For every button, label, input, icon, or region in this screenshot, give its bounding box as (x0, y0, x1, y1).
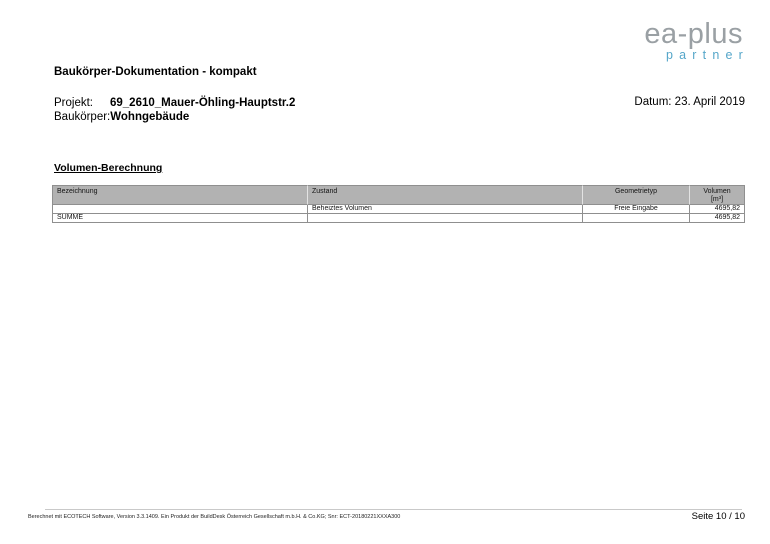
document-title: Baukörper-Dokumentation - kompakt (54, 66, 257, 78)
building-label: Baukörper: (54, 111, 111, 123)
page-number: Seite 10 / 10 (691, 511, 745, 522)
column-header-bezeichnung: Bezeichnung (52, 185, 308, 205)
cell-volumen: 4695,82 (690, 214, 745, 223)
table-row (52, 205, 745, 214)
cell-zustand (308, 214, 583, 223)
volume-table (52, 185, 745, 223)
column-header-volumen-line2: [m³] (710, 195, 724, 203)
table-row-summe (52, 214, 745, 223)
cell-volumen: 4695,82 (690, 205, 745, 214)
section-title: Volumen-Berechnung (54, 162, 163, 174)
project-label: Projekt: (54, 97, 93, 109)
cell-geometrietyp (583, 214, 690, 223)
footer-divider (45, 509, 742, 510)
building-row (54, 110, 295, 124)
column-header-volumen-line1: Volumen (703, 188, 731, 195)
column-header-volumen (690, 185, 745, 205)
cell-bezeichnung: SUMME (52, 214, 308, 223)
company-logo (644, 18, 749, 62)
cell-zustand: Beheiztes Volumen (308, 205, 583, 214)
date-text: Datum: 23. April 2019 (634, 96, 745, 108)
table-header-row (52, 185, 745, 205)
logo-primary-text: ea-plus (644, 18, 743, 50)
footer-software-info: Berechnet mit ECOTECH Software, Version 3.3.1409. Ein Produkt der BuildDesk Österreich Gesellschaft m.b.H. & Co.KG; Snr: ECT-20180221XXXA300 (28, 514, 401, 520)
cell-bezeichnung (52, 205, 308, 214)
project-row (54, 96, 295, 110)
column-header-zustand: Zustand (308, 185, 583, 205)
cell-geometrietyp: Freie Eingabe (583, 205, 690, 214)
project-value: 69_2610_Mauer-Öhling-Hauptstr.2 (110, 97, 296, 109)
document-meta (54, 96, 295, 124)
logo-secondary-text: partner (665, 48, 749, 62)
building-value: Wohngebäude (110, 111, 190, 123)
column-header-geometrietyp: Geometrietyp (583, 185, 690, 205)
